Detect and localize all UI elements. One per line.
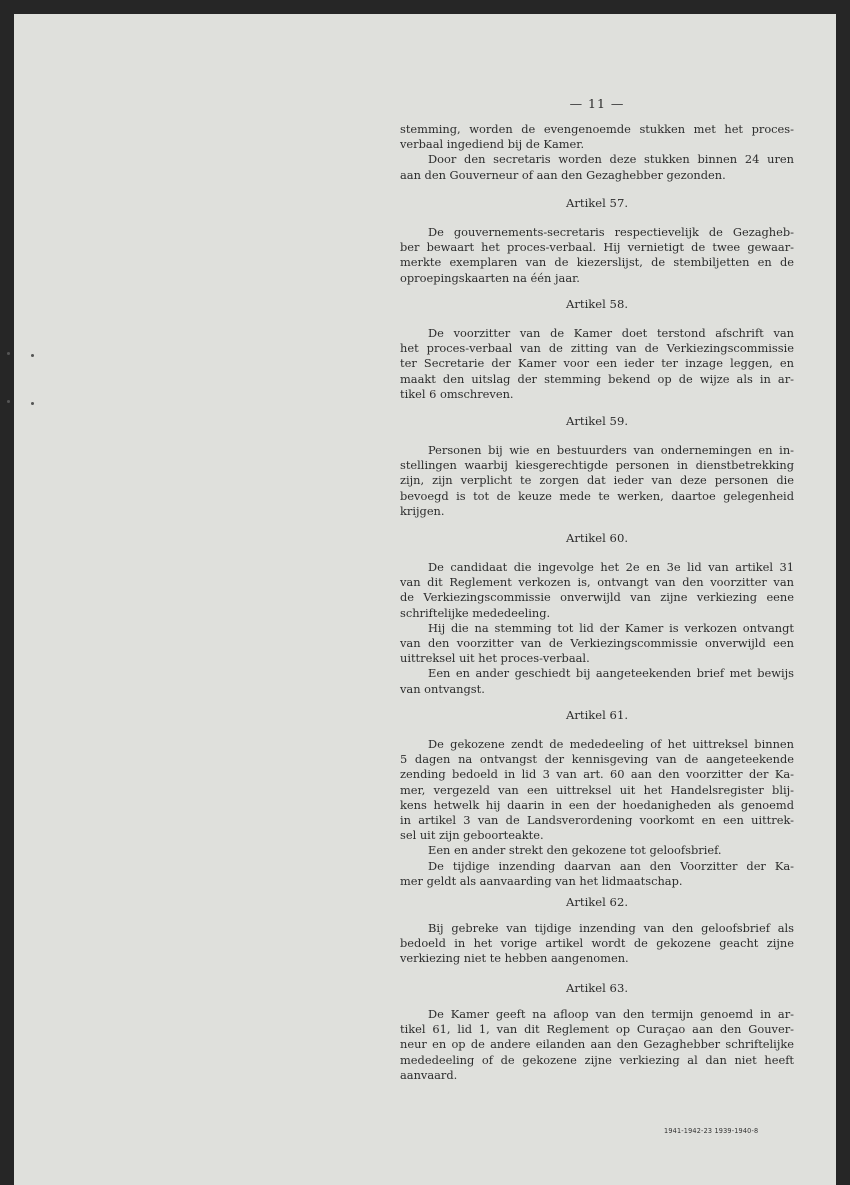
text-line: neur en op de andere eilanden aan den Gezaghebber schriftelijke <box>400 1037 794 1052</box>
text-line: Een en ander strekt den gekozene tot geloofsbrief. <box>428 843 722 858</box>
text-line: oproepingskaarten na één jaar. <box>400 270 580 285</box>
text-line: aanvaard. <box>400 1067 458 1082</box>
text-line: De Kamer geeft na afloop van den termijn genoemd in ar- <box>428 1007 794 1021</box>
article-body <box>400 326 794 402</box>
text-line: De gouvernements-secretaris respectievelijk de Gezagheb- <box>428 225 794 239</box>
article-heading: Artikel 60. <box>566 531 628 545</box>
page-number: — 11 — <box>569 96 625 111</box>
margin-speck <box>7 400 10 403</box>
article-body <box>400 1007 794 1083</box>
text-line: De tijdige inzending daarvan aan den Voorzitter der Ka- <box>428 858 794 873</box>
text-line: het proces-verbaal van de zitting van de Verkiezingscommissie <box>400 341 794 356</box>
text-line: zijn, zijn verplicht te zorgen dat ieder van deze personen die <box>400 473 794 488</box>
text-line: van dit Reglement verkozen is, ontvangt van den voorzitter van <box>400 575 794 590</box>
margin-speck <box>7 352 10 355</box>
text-line: tikel 61, lid 1, van dit Reglement op Curaçao aan den Gouver- <box>400 1022 794 1037</box>
article-body <box>400 737 794 889</box>
text-line: De candidaat die ingevolge het 2e en 3e lid van artikel 31 <box>428 560 794 574</box>
text-line: krijgen. <box>400 503 445 518</box>
text-line: ter Secretarie der Kamer voor een ieder ter inzage leggen, en <box>400 356 794 371</box>
text-line: kens hetwelk hij daarin in een der hoedanigheden als genoemd <box>400 797 794 812</box>
text-line: mededeeling of de gekozene zijne verkiezing al dan niet heeft <box>400 1052 794 1067</box>
margin-speck <box>31 354 34 357</box>
article-heading: Artikel 57. <box>566 196 628 210</box>
text-line: sel uit zijn geboorteakte. <box>400 828 544 843</box>
text-line: de Verkiezingscommissie onverwijld van zijne verkiezing eene <box>400 590 794 605</box>
article-body <box>400 225 794 286</box>
article-heading: Artikel 63. <box>566 981 628 995</box>
text-line: Door den secretaris worden deze stukken binnen 24 uren <box>428 152 794 167</box>
text-line: Bij gebreke van tijdige inzending van den geloofsbrief als <box>428 921 794 935</box>
text-line: verkiezing niet te hebben aangenomen. <box>400 951 629 966</box>
article-body <box>400 921 794 967</box>
text-line: Hij die na stemming tot lid der Kamer is verkozen ontvangt <box>428 620 794 635</box>
text-line: mer geldt als aanvaarding van het lidmaatschap. <box>400 873 683 888</box>
text-line: stemming, worden de evengenoemde stukken met het proces- <box>400 122 794 136</box>
text-line: bevoegd is tot de keuze mede te werken, daartoe gelegenheid <box>400 488 794 503</box>
article-body <box>400 560 794 697</box>
text-line: merkte exemplaren van de kiezerslijst, de stembiljetten en de <box>400 255 794 270</box>
text-line: De gekozene zendt de mededeeling of het uittreksel binnen <box>428 737 794 751</box>
article-heading: Artikel 59. <box>566 414 628 428</box>
article-heading: Artikel 58. <box>566 297 628 311</box>
text-line: in artikel 3 van de Landsverordening voorkomt en een uittrek- <box>400 813 794 828</box>
text-line: tikel 6 omschreven. <box>400 386 514 401</box>
text-line: 5 dagen na ontvangst der kennisgeving van de aangeteekende <box>400 752 794 767</box>
paper-sheet <box>14 14 836 1185</box>
text-line: De voorzitter van de Kamer doet terstond afschrift van <box>428 326 794 340</box>
article-body <box>400 443 794 519</box>
text-line: schriftelijke mededeeling. <box>400 605 551 620</box>
intro-paragraph <box>400 122 794 183</box>
text-line: van den voorzitter van de Verkiezingscommissie onverwijld een <box>400 636 794 651</box>
article-heading: Artikel 61. <box>566 708 628 722</box>
text-line: van ontvangst. <box>400 681 485 696</box>
footer-reference-code: 1941-1942-23 1939-1940-8 <box>664 1126 759 1135</box>
text-line: zending bedoeld in lid 3 van art. 60 aan den voorzitter der Ka- <box>400 767 794 782</box>
text-line: aan den Gouverneur of aan den Gezaghebber gezonden. <box>400 167 726 182</box>
text-line: verbaal ingediend bij de Kamer. <box>400 137 585 152</box>
text-line: stellingen waarbij kiesgerechtigde personen in dienstbetrekking <box>400 458 794 473</box>
text-line: bedoeld in het vorige artikel wordt de gekozene geacht zijne <box>400 936 794 951</box>
text-line: ber bewaart het proces-verbaal. Hij vernietigt de twee gewaar- <box>400 240 794 255</box>
text-line: mer, vergezeld van een uittreksel uit het Handelsregister blij- <box>400 782 794 797</box>
text-line: Een en ander geschiedt bij aangeteekenden brief met bewijs <box>428 666 794 681</box>
text-line: maakt den uitslag der stemming bekend op de wijze als in ar- <box>400 371 794 386</box>
text-line: uittreksel uit het proces-verbaal. <box>400 651 590 666</box>
article-heading: Artikel 62. <box>566 895 628 909</box>
margin-speck <box>31 402 34 405</box>
text-line: Personen bij wie en bestuurders van ondernemingen en in- <box>428 443 794 457</box>
